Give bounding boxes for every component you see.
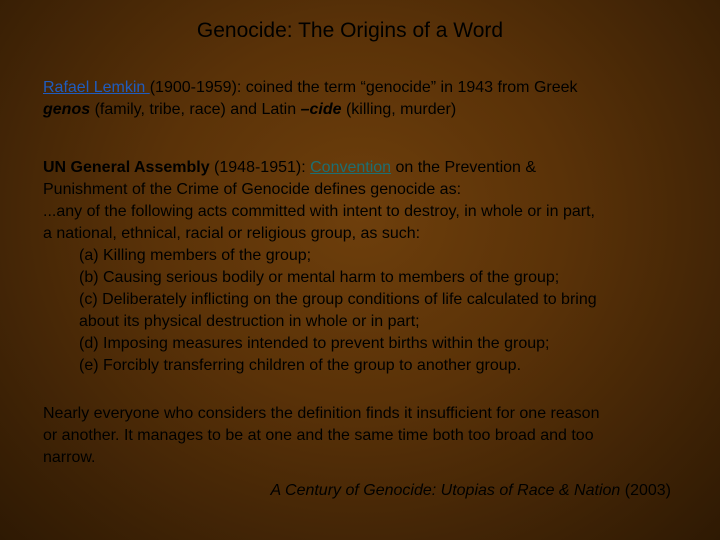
un-line-4: a national, ethnical, racial or religious group, as such: (43, 225, 421, 242)
slide-title: Genocide: The Origins of a Word (196, 19, 504, 42)
critique-line-3: narrow. (43, 449, 96, 466)
definition-item-e: (e) Forcibly transferring children of the group to another group. (79, 357, 522, 374)
genos-meaning-text: (family, tribe, race) and Latin (90, 101, 301, 118)
un-general-assembly-text: UN General Assembly (43, 159, 210, 176)
citation (0, 480, 671, 502)
definition-item-c: (c) Deliberately inflicting on the group conditions of life calculated to bring (79, 291, 597, 308)
definition-item-d: (d) Imposing measures intended to prevent births within the group; (79, 335, 550, 352)
lemkin-dates-text: (1900-1959): coined the term “genocide” in 1943 from Greek (149, 79, 578, 96)
lemkin-paragraph (43, 77, 683, 121)
definition-item-c-cont: about its physical destruction in whole or in part; (79, 313, 420, 330)
lemkin-line-2 (43, 99, 683, 121)
citation-book-title: A Century of Genocide: Utopias of Race & Nation (270, 482, 621, 499)
citation-year: (2003) (620, 482, 671, 499)
rafael-lemkin-link[interactable]: Rafael Lemkin (43, 79, 150, 96)
convention-rest-text: on the Prevention & (391, 159, 537, 176)
cide-term: –cide (300, 101, 342, 118)
un-line-2: Punishment of the Crime of Genocide defines genocide as: (43, 181, 462, 198)
un-line-3: ...any of the following acts committed with intent to destroy, in whole or in part, (43, 203, 595, 220)
critique-line-1: Nearly everyone who considers the definition finds it insufficient for one reason (43, 405, 600, 422)
un-line-1 (43, 157, 683, 179)
definition-item-a: (a) Killing members of the group; (79, 247, 312, 264)
lemkin-line-1 (43, 77, 683, 99)
un-years-text: (1948-1951): (209, 159, 311, 176)
cide-meaning-text: (killing, murder) (341, 101, 457, 118)
genos-term: genos (43, 101, 91, 118)
convention-link[interactable]: Convention (310, 159, 392, 176)
un-definition-paragraph (43, 157, 683, 377)
critique-paragraph (43, 403, 683, 469)
definition-item-b: (b) Causing serious bodily or mental harm to members of the group; (79, 269, 560, 286)
critique-line-2: or another. It manages to be at one and the same time both too broad and too (43, 427, 594, 444)
